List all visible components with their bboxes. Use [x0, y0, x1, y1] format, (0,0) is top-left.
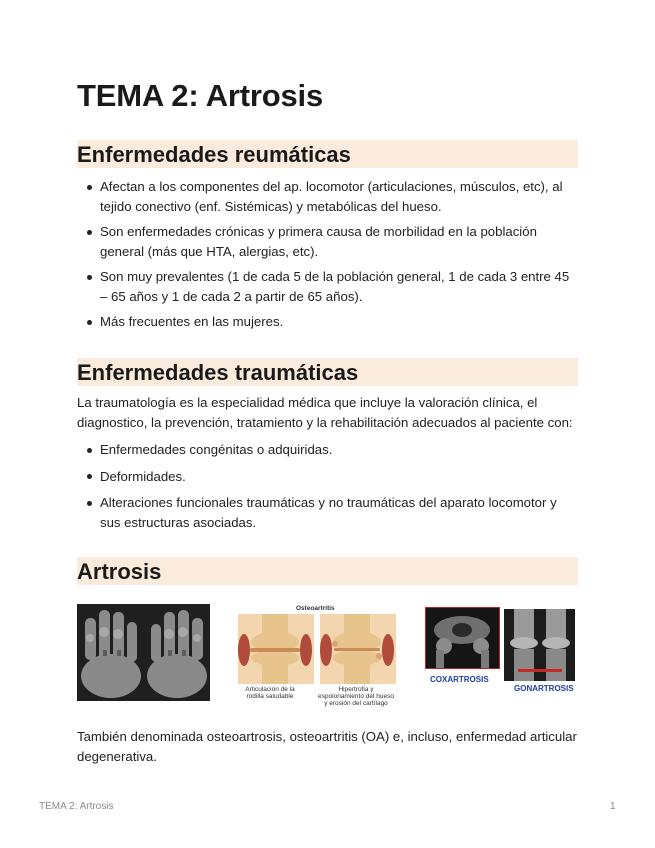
knee-osteoarthritis-illustration — [236, 604, 398, 707]
list-item: Más frecuentes en las mujeres. — [77, 312, 578, 332]
knee-figure-title: Osteoartritis — [296, 605, 335, 612]
section-heading-traumaticas: Enfermedades traumáticas — [77, 358, 578, 386]
coxartrosis-caption: COXARTROSIS — [430, 675, 489, 684]
knee-label-healthy: Articulación de la rodilla saludable — [245, 686, 295, 700]
bullet-list-traumaticas — [77, 440, 578, 532]
list-item: Enfermedades congénitas o adquiridas. — [77, 440, 578, 460]
list-item: Deformidades. — [77, 467, 578, 487]
bullet-list-reumaticas — [77, 177, 578, 332]
list-item: Alteraciones funcionales traumáticas y no traumáticas del aparato locomotor y sus estructuras asociadas. — [77, 493, 578, 532]
knee-xray — [504, 609, 575, 681]
knee-label-arthritic: Hipertrofia y espolonamiento del hueso y erosión del cartílago — [318, 686, 394, 707]
hip-xray — [425, 607, 500, 669]
page-title: TEMA 2: Artrosis — [77, 78, 323, 113]
footer-title: TEMA 2: Artrosis — [39, 801, 114, 812]
page-number: 1 — [610, 801, 616, 812]
list-item: Afectan a los componentes del ap. locomotor (articulaciones, músculos, etc), al tejido conectivo (enf. Sistémicas) y metabólicas del hueso. — [77, 177, 578, 216]
section-heading-reumaticas: Enfermedades reumáticas — [77, 140, 578, 168]
gonartrosis-caption: GONARTROSIS — [514, 684, 574, 693]
list-item: Son muy prevalentes (1 de cada 5 de la población general, 1 de cada 3 entre 45 – 65 años y 1 de cada 2 a partir de 65 años). — [77, 267, 578, 306]
section-heading-artrosis: Artrosis — [77, 557, 578, 585]
list-item: Son enfermedades crónicas y primera causa de morbilidad en la población general (más que HTA, alergias, etc). — [77, 222, 578, 261]
artrosis-definition: También denominada osteoartrosis, osteoartritis (OA) e, incluso, enfermedad articular degenerativa. — [77, 729, 577, 764]
traumatologia-intro: La traumatología es la especialidad médica que incluye la valoración clínica, el diagnostico, la prevención, tratamiento y la rehabilitación adecuados al paciente con: — [77, 395, 573, 430]
hands-photo — [77, 604, 210, 701]
